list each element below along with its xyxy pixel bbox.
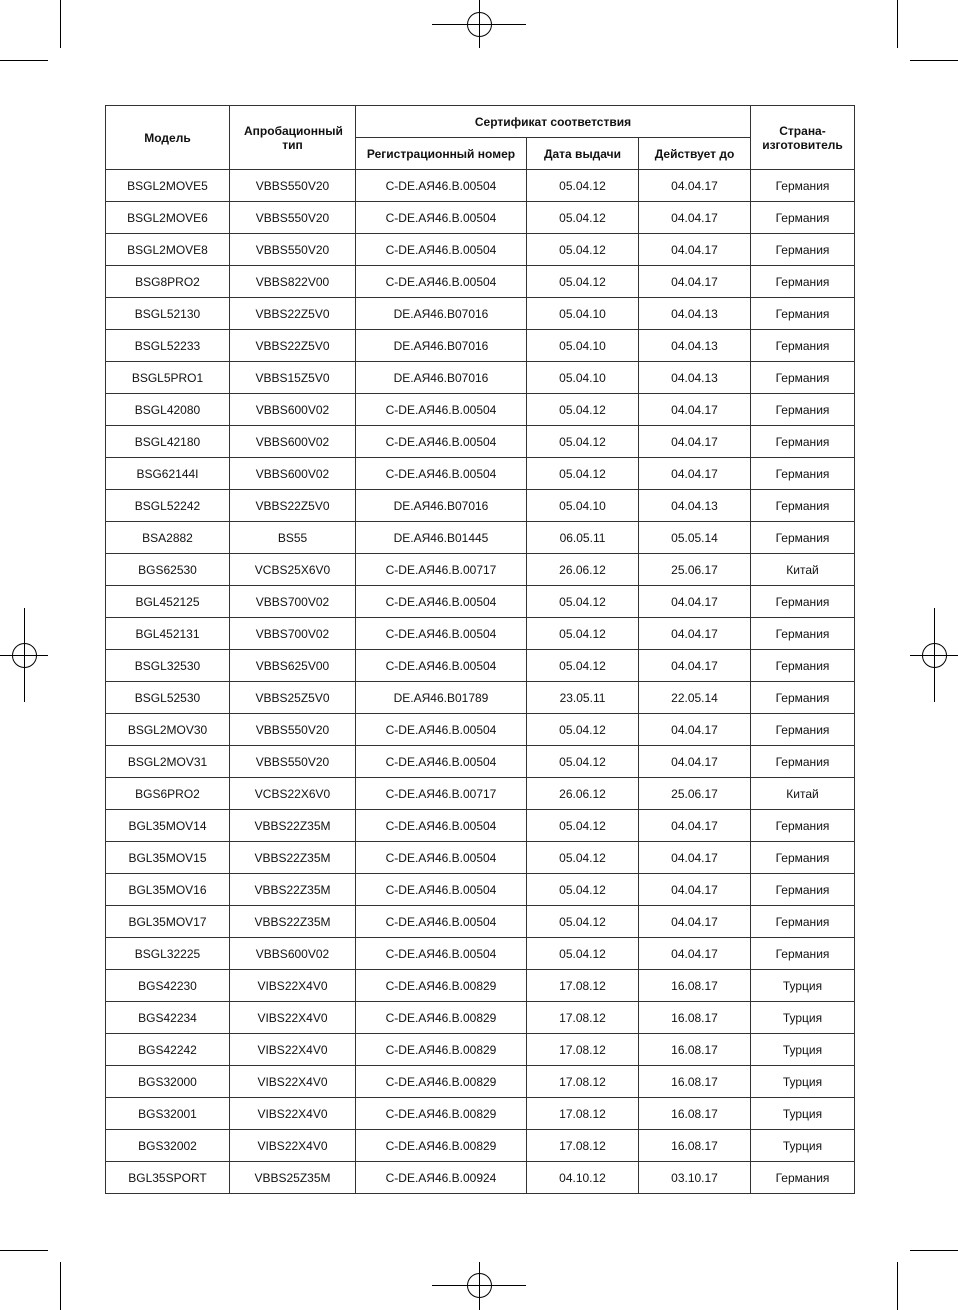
cell-model: BGS32002 xyxy=(106,1130,230,1162)
cell-country: Германия xyxy=(751,938,855,970)
table-row xyxy=(106,938,855,970)
cell-issue-date: 05.04.12 xyxy=(527,874,639,906)
crop-mark-top-left-h xyxy=(0,60,48,61)
cell-model: BSA2882 xyxy=(106,522,230,554)
cell-issue-date: 17.08.12 xyxy=(527,1034,639,1066)
cell-model: BSGL2MOV31 xyxy=(106,746,230,778)
cell-reg-number: C-DE.АЯ46.В.00829 xyxy=(356,1130,527,1162)
cell-model: BGL35MOV16 xyxy=(106,874,230,906)
cell-country: Германия xyxy=(751,874,855,906)
table-row xyxy=(106,682,855,714)
cell-issue-date: 05.04.12 xyxy=(527,170,639,202)
cell-country: Германия xyxy=(751,842,855,874)
cell-country: Германия xyxy=(751,202,855,234)
cell-type: VBBS550V20 xyxy=(230,234,356,266)
cell-type: VIBS22X4V0 xyxy=(230,1066,356,1098)
table-row xyxy=(106,202,855,234)
cell-country: Германия xyxy=(751,170,855,202)
cell-valid-until: 04.04.13 xyxy=(639,362,751,394)
cell-issue-date: 05.04.12 xyxy=(527,426,639,458)
cell-reg-number: DE.АЯ46.В07016 xyxy=(356,362,527,394)
cell-reg-number: C-DE.АЯ46.В.00829 xyxy=(356,1002,527,1034)
table-row xyxy=(106,746,855,778)
cell-valid-until: 04.04.17 xyxy=(639,842,751,874)
cell-model: BSGL52242 xyxy=(106,490,230,522)
cell-model: BGS32000 xyxy=(106,1066,230,1098)
cell-reg-number: C-DE.АЯ46.В.00504 xyxy=(356,650,527,682)
cell-issue-date: 26.06.12 xyxy=(527,554,639,586)
cell-type: VBBS25Z35M xyxy=(230,1162,356,1194)
cell-reg-number: C-DE.АЯ46.В.00504 xyxy=(356,458,527,490)
cell-valid-until: 22.05.14 xyxy=(639,682,751,714)
table-body xyxy=(106,170,855,1194)
cell-type: VBBS22Z35M xyxy=(230,906,356,938)
cell-valid-until: 03.10.17 xyxy=(639,1162,751,1194)
cell-reg-number: C-DE.АЯ46.В.00504 xyxy=(356,202,527,234)
cell-country: Германия xyxy=(751,586,855,618)
table-row xyxy=(106,426,855,458)
table-row xyxy=(106,554,855,586)
cell-model: BSGL52130 xyxy=(106,298,230,330)
cell-valid-until: 04.04.17 xyxy=(639,810,751,842)
cell-model: BGS6PRO2 xyxy=(106,778,230,810)
cell-country: Германия xyxy=(751,618,855,650)
cell-country: Китай xyxy=(751,778,855,810)
cell-country: Турция xyxy=(751,1130,855,1162)
cell-type: VIBS22X4V0 xyxy=(230,970,356,1002)
cell-model: BGS42230 xyxy=(106,970,230,1002)
cell-type: VIBS22X4V0 xyxy=(230,1034,356,1066)
cell-type: VBBS700V02 xyxy=(230,586,356,618)
cell-model: BGL35MOV17 xyxy=(106,906,230,938)
cell-country: Германия xyxy=(751,810,855,842)
table-row xyxy=(106,1130,855,1162)
table-row xyxy=(106,298,855,330)
cell-type: VBBS22Z35M xyxy=(230,874,356,906)
cell-issue-date: 05.04.10 xyxy=(527,362,639,394)
cell-type: VBBS25Z5V0 xyxy=(230,682,356,714)
crop-mark-bottom-right-h xyxy=(910,1250,958,1251)
table-row xyxy=(106,778,855,810)
cell-issue-date: 05.04.12 xyxy=(527,842,639,874)
table-row xyxy=(106,906,855,938)
cell-country: Германия xyxy=(751,1162,855,1194)
cell-reg-number: DE.АЯ46.В01445 xyxy=(356,522,527,554)
cell-valid-until: 04.04.17 xyxy=(639,906,751,938)
cell-model: BGS62530 xyxy=(106,554,230,586)
cell-country: Германия xyxy=(751,906,855,938)
cell-type: VBBS15Z5V0 xyxy=(230,362,356,394)
cell-reg-number: C-DE.АЯ46.В.00504 xyxy=(356,874,527,906)
cell-reg-number: DE.АЯ46.В07016 xyxy=(356,330,527,362)
cell-valid-until: 04.04.17 xyxy=(639,714,751,746)
cell-country: Германия xyxy=(751,298,855,330)
table-row xyxy=(106,1002,855,1034)
cell-reg-number: C-DE.АЯ46.В.00717 xyxy=(356,778,527,810)
cell-issue-date: 04.10.12 xyxy=(527,1162,639,1194)
cell-valid-until: 04.04.17 xyxy=(639,458,751,490)
cell-model: BSGL2MOVE5 xyxy=(106,170,230,202)
cell-type: VBBS22Z5V0 xyxy=(230,298,356,330)
cell-model: BSGL52233 xyxy=(106,330,230,362)
cell-type: VCBS22X6V0 xyxy=(230,778,356,810)
crop-mark-top-right-v xyxy=(897,0,898,48)
cell-issue-date: 05.04.12 xyxy=(527,746,639,778)
cell-issue-date: 05.04.10 xyxy=(527,298,639,330)
cell-valid-until: 04.04.17 xyxy=(639,746,751,778)
cell-issue-date: 05.04.12 xyxy=(527,906,639,938)
cell-reg-number: C-DE.АЯ46.В.00504 xyxy=(356,714,527,746)
cell-issue-date: 05.04.12 xyxy=(527,266,639,298)
cell-type: VBBS700V02 xyxy=(230,618,356,650)
table-row xyxy=(106,842,855,874)
cell-issue-date: 05.04.12 xyxy=(527,618,639,650)
header-model: Модель xyxy=(106,106,230,170)
crop-mark-bottom-left-h xyxy=(0,1250,48,1251)
cell-type: VBBS600V02 xyxy=(230,458,356,490)
crop-mark-top-right-h xyxy=(910,60,958,61)
cell-country: Германия xyxy=(751,266,855,298)
header-issue-date: Дата выдачи xyxy=(527,138,639,170)
table-row xyxy=(106,394,855,426)
cell-country: Германия xyxy=(751,426,855,458)
cell-valid-until: 04.04.13 xyxy=(639,490,751,522)
cell-issue-date: 23.05.11 xyxy=(527,682,639,714)
cell-country: Германия xyxy=(751,234,855,266)
cell-valid-until: 16.08.17 xyxy=(639,1066,751,1098)
crop-mark-top-left-v xyxy=(60,0,61,48)
cell-model: BGS32001 xyxy=(106,1098,230,1130)
table-row xyxy=(106,1034,855,1066)
cell-type: VBBS550V20 xyxy=(230,714,356,746)
cell-valid-until: 04.04.17 xyxy=(639,394,751,426)
crop-mark-bottom-right-v xyxy=(897,1262,898,1310)
cell-country: Германия xyxy=(751,522,855,554)
cell-type: VBBS22Z35M xyxy=(230,810,356,842)
cell-valid-until: 04.04.17 xyxy=(639,650,751,682)
cell-type: VBBS22Z5V0 xyxy=(230,490,356,522)
cell-valid-until: 04.04.17 xyxy=(639,234,751,266)
cell-reg-number: C-DE.АЯ46.В.00504 xyxy=(356,426,527,458)
cell-valid-until: 04.04.17 xyxy=(639,618,751,650)
table-row xyxy=(106,874,855,906)
cell-model: BSG8PRO2 xyxy=(106,266,230,298)
cell-type: VBBS600V02 xyxy=(230,394,356,426)
cell-valid-until: 16.08.17 xyxy=(639,1002,751,1034)
cell-model: BSG62144I xyxy=(106,458,230,490)
cell-country: Турция xyxy=(751,970,855,1002)
cell-reg-number: C-DE.АЯ46.В.00829 xyxy=(356,1034,527,1066)
cell-country: Германия xyxy=(751,746,855,778)
table-row xyxy=(106,1098,855,1130)
table-row xyxy=(106,266,855,298)
cell-issue-date: 05.04.12 xyxy=(527,234,639,266)
cell-type: VBBS600V02 xyxy=(230,426,356,458)
cell-issue-date: 05.04.12 xyxy=(527,202,639,234)
cell-issue-date: 17.08.12 xyxy=(527,1130,639,1162)
cell-model: BSGL32530 xyxy=(106,650,230,682)
cell-issue-date: 05.04.10 xyxy=(527,490,639,522)
cell-country: Германия xyxy=(751,458,855,490)
table-row xyxy=(106,714,855,746)
cell-valid-until: 04.04.17 xyxy=(639,586,751,618)
cell-model: BSGL2MOV30 xyxy=(106,714,230,746)
cell-reg-number: C-DE.АЯ46.В.00829 xyxy=(356,970,527,1002)
cell-type: VBBS600V02 xyxy=(230,938,356,970)
cell-reg-number: C-DE.АЯ46.В.00504 xyxy=(356,618,527,650)
cell-model: BSGL5PRO1 xyxy=(106,362,230,394)
cell-reg-number: C-DE.АЯ46.В.00924 xyxy=(356,1162,527,1194)
cell-type: VIBS22X4V0 xyxy=(230,1098,356,1130)
header-country: Страна-изготовитель xyxy=(751,106,855,170)
cell-valid-until: 04.04.13 xyxy=(639,298,751,330)
cell-valid-until: 04.04.17 xyxy=(639,202,751,234)
header-certificate: Сертификат соответствия xyxy=(356,106,751,138)
table-row xyxy=(106,458,855,490)
cell-reg-number: C-DE.АЯ46.В.00829 xyxy=(356,1098,527,1130)
cell-reg-number: DE.АЯ46.В07016 xyxy=(356,490,527,522)
header-valid-until: Действует до xyxy=(639,138,751,170)
cell-reg-number: C-DE.АЯ46.В.00504 xyxy=(356,234,527,266)
cell-valid-until: 04.04.17 xyxy=(639,938,751,970)
cell-reg-number: C-DE.АЯ46.В.00504 xyxy=(356,938,527,970)
cell-issue-date: 05.04.12 xyxy=(527,586,639,618)
cell-valid-until: 04.04.13 xyxy=(639,330,751,362)
table-row xyxy=(106,522,855,554)
cell-valid-until: 16.08.17 xyxy=(639,1130,751,1162)
cell-reg-number: C-DE.АЯ46.В.00504 xyxy=(356,266,527,298)
table-row xyxy=(106,810,855,842)
table-row xyxy=(106,330,855,362)
cell-issue-date: 05.04.12 xyxy=(527,810,639,842)
cell-model: BSGL42180 xyxy=(106,426,230,458)
cell-country: Турция xyxy=(751,1002,855,1034)
cell-country: Германия xyxy=(751,362,855,394)
cell-issue-date: 05.04.10 xyxy=(527,330,639,362)
cell-reg-number: C-DE.АЯ46.В.00504 xyxy=(356,842,527,874)
cell-reg-number: C-DE.АЯ46.В.00504 xyxy=(356,394,527,426)
cell-valid-until: 25.06.17 xyxy=(639,554,751,586)
cell-valid-until: 16.08.17 xyxy=(639,1034,751,1066)
cell-issue-date: 06.05.11 xyxy=(527,522,639,554)
header-type: Апробационный тип xyxy=(230,106,356,170)
header-reg-number: Регистрационный номер xyxy=(356,138,527,170)
cell-valid-until: 04.04.17 xyxy=(639,170,751,202)
cell-valid-until: 05.05.14 xyxy=(639,522,751,554)
cell-model: BSGL2MOVE6 xyxy=(106,202,230,234)
cell-reg-number: C-DE.АЯ46.В.00504 xyxy=(356,810,527,842)
cell-issue-date: 05.04.12 xyxy=(527,714,639,746)
cell-type: VBBS550V20 xyxy=(230,170,356,202)
cell-reg-number: DE.АЯ46.В07016 xyxy=(356,298,527,330)
cell-type: VBBS625V00 xyxy=(230,650,356,682)
table-row xyxy=(106,1162,855,1194)
table-row xyxy=(106,362,855,394)
cell-valid-until: 04.04.17 xyxy=(639,266,751,298)
cell-reg-number: C-DE.АЯ46.В.00829 xyxy=(356,1066,527,1098)
cell-country: Германия xyxy=(751,650,855,682)
cell-type: VBBS22Z5V0 xyxy=(230,330,356,362)
cell-reg-number: C-DE.АЯ46.В.00504 xyxy=(356,170,527,202)
cell-issue-date: 05.04.12 xyxy=(527,938,639,970)
cell-model: BGL452131 xyxy=(106,618,230,650)
cell-type: VIBS22X4V0 xyxy=(230,1130,356,1162)
cell-model: BGS42242 xyxy=(106,1034,230,1066)
table-row xyxy=(106,234,855,266)
table-row xyxy=(106,650,855,682)
cell-reg-number: C-DE.АЯ46.В.00504 xyxy=(356,586,527,618)
table-row xyxy=(106,1066,855,1098)
cell-reg-number: C-DE.АЯ46.В.00504 xyxy=(356,906,527,938)
cell-model: BGL35SPORT xyxy=(106,1162,230,1194)
cell-country: Германия xyxy=(751,330,855,362)
cell-country: Турция xyxy=(751,1034,855,1066)
cell-reg-number: DE.АЯ46.В01789 xyxy=(356,682,527,714)
cell-model: BGL35MOV14 xyxy=(106,810,230,842)
cell-issue-date: 05.04.12 xyxy=(527,650,639,682)
cell-issue-date: 17.08.12 xyxy=(527,1098,639,1130)
cell-model: BSGL2MOVE8 xyxy=(106,234,230,266)
cell-type: VIBS22X4V0 xyxy=(230,1002,356,1034)
cell-country: Германия xyxy=(751,714,855,746)
table-row xyxy=(106,618,855,650)
table-row xyxy=(106,586,855,618)
cell-model: BSGL52530 xyxy=(106,682,230,714)
cell-issue-date: 17.08.12 xyxy=(527,1002,639,1034)
cell-issue-date: 17.08.12 xyxy=(527,1066,639,1098)
cell-model: BGS42234 xyxy=(106,1002,230,1034)
cell-valid-until: 04.04.17 xyxy=(639,874,751,906)
cell-model: BSGL42080 xyxy=(106,394,230,426)
cell-type: VBBS550V20 xyxy=(230,746,356,778)
cell-type: BS55 xyxy=(230,522,356,554)
cell-country: Турция xyxy=(751,1066,855,1098)
table-row xyxy=(106,170,855,202)
crop-mark-bottom-left-v xyxy=(60,1262,61,1310)
cell-issue-date: 05.04.12 xyxy=(527,394,639,426)
certificate-table xyxy=(105,105,855,1194)
cell-issue-date: 26.06.12 xyxy=(527,778,639,810)
table-row xyxy=(106,490,855,522)
cell-reg-number: C-DE.АЯ46.В.00504 xyxy=(356,746,527,778)
cell-model: BGL35MOV15 xyxy=(106,842,230,874)
cell-model: BSGL32225 xyxy=(106,938,230,970)
cell-reg-number: C-DE.АЯ46.В.00717 xyxy=(356,554,527,586)
cell-country: Германия xyxy=(751,394,855,426)
cell-valid-until: 16.08.17 xyxy=(639,970,751,1002)
cell-model: BGL452125 xyxy=(106,586,230,618)
cell-valid-until: 25.06.17 xyxy=(639,778,751,810)
cell-type: VCBS25X6V0 xyxy=(230,554,356,586)
cell-issue-date: 05.04.12 xyxy=(527,458,639,490)
cell-country: Германия xyxy=(751,682,855,714)
cell-country: Китай xyxy=(751,554,855,586)
cell-country: Турция xyxy=(751,1098,855,1130)
cell-type: VBBS550V20 xyxy=(230,202,356,234)
cell-valid-until: 16.08.17 xyxy=(639,1098,751,1130)
table-row xyxy=(106,970,855,1002)
cell-valid-until: 04.04.17 xyxy=(639,426,751,458)
cell-issue-date: 17.08.12 xyxy=(527,970,639,1002)
cell-country: Германия xyxy=(751,490,855,522)
cell-type: VBBS22Z35M xyxy=(230,842,356,874)
cell-type: VBBS822V00 xyxy=(230,266,356,298)
